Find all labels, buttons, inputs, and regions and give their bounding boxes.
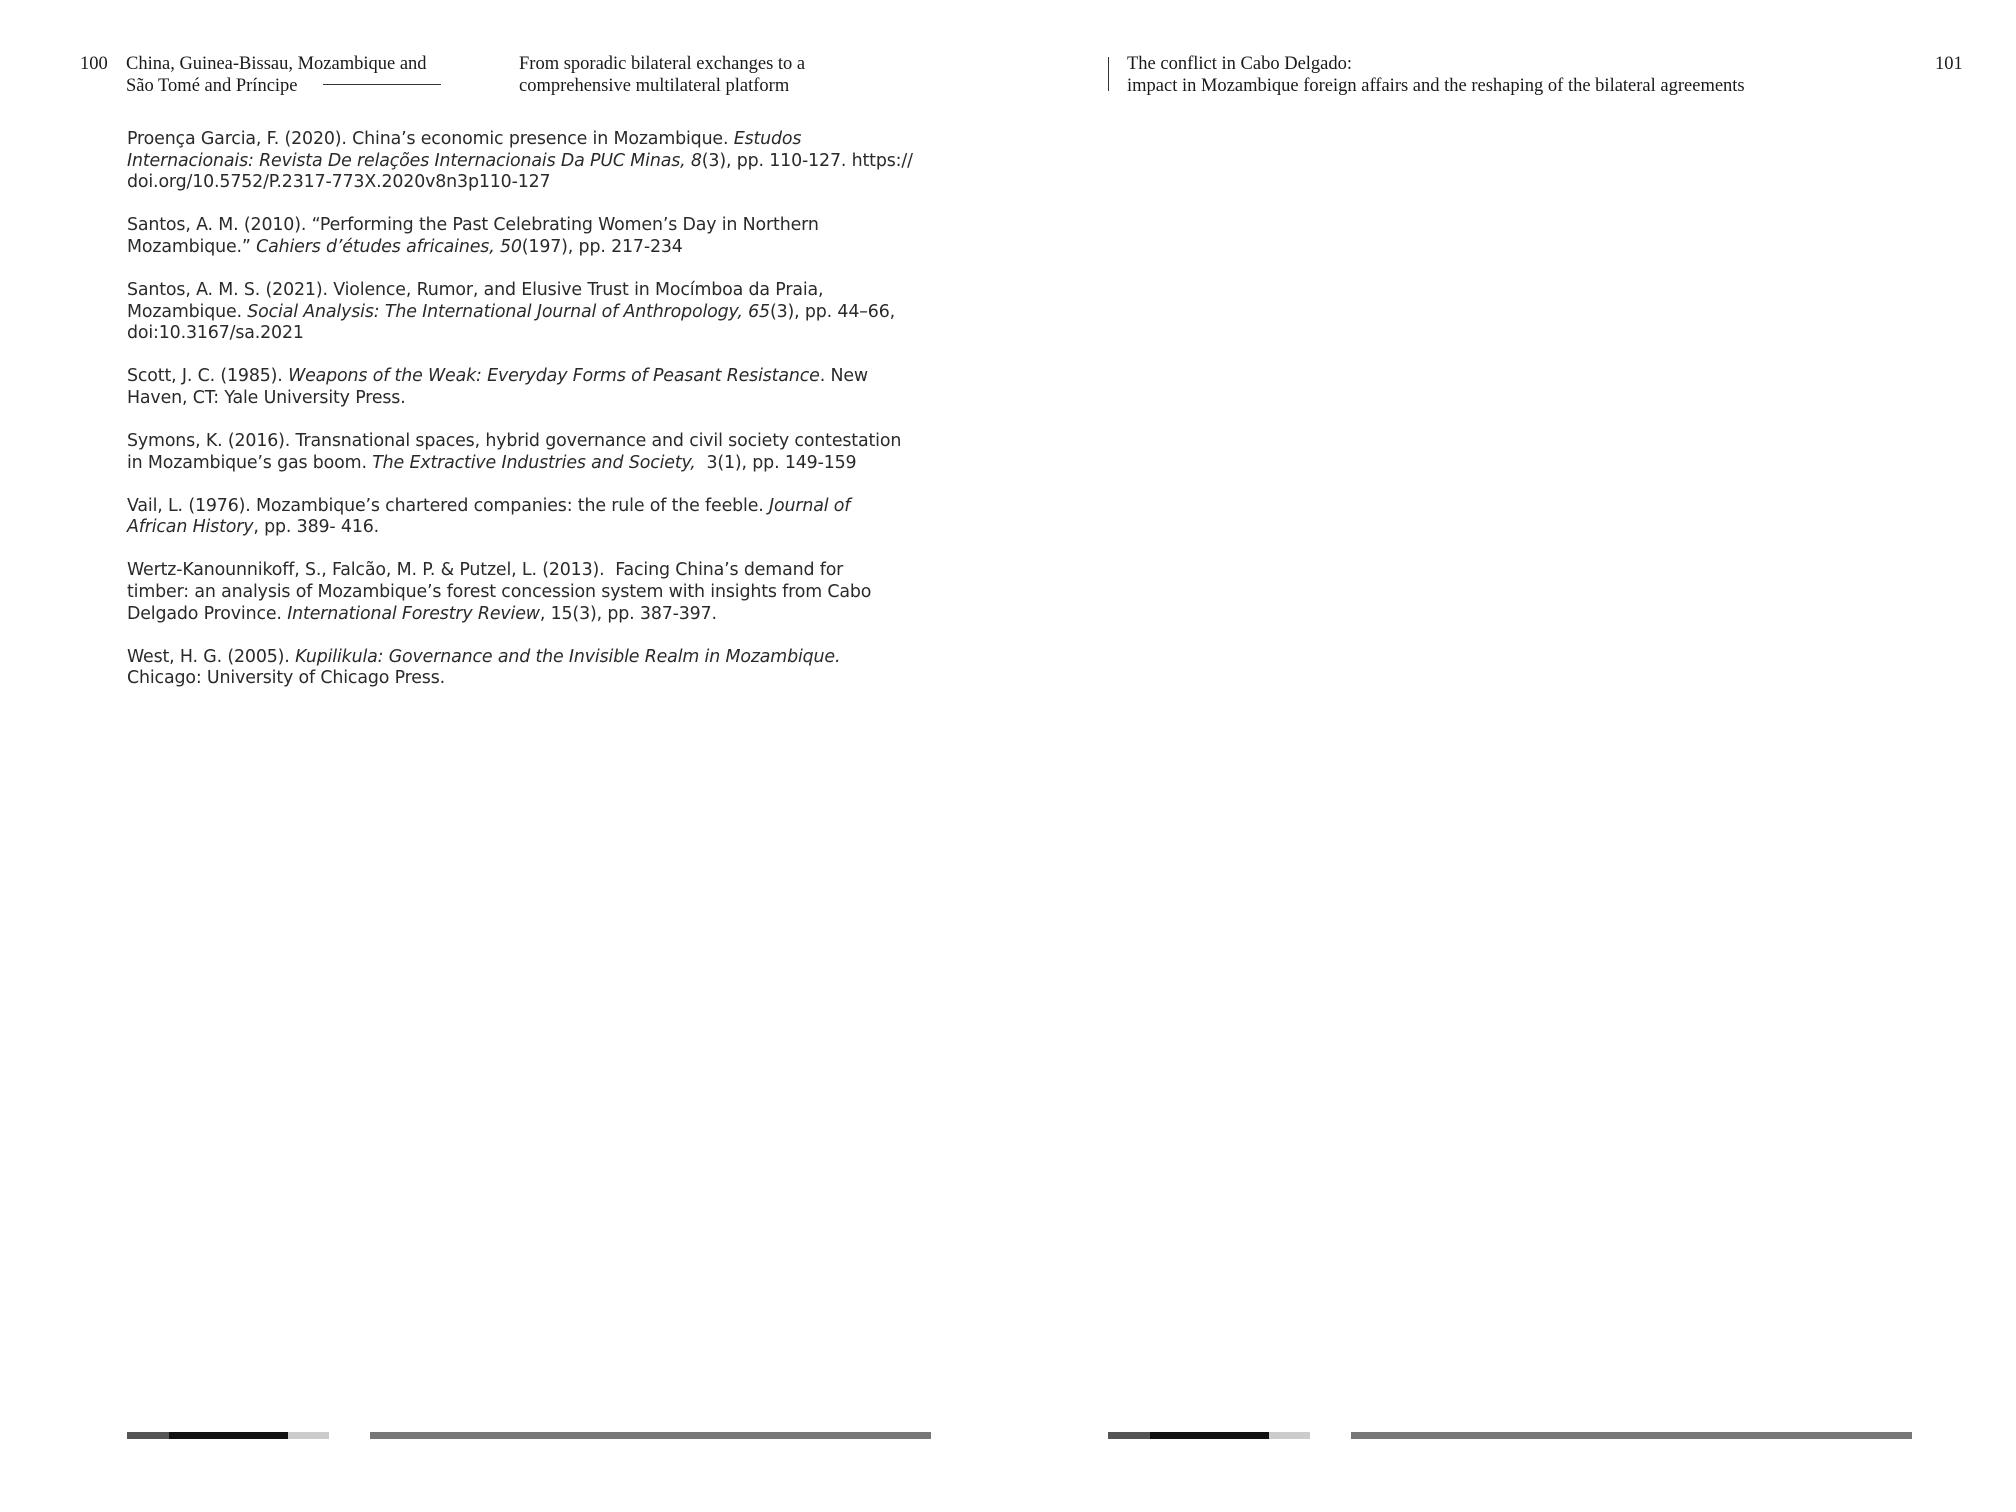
chapter-title-line-1: The conflict in Cabo Delgado: <box>1127 54 1353 74</box>
reference-italic-text: Weapons of the Weak: Everyday Forms of Peasant Resistance <box>288 366 820 387</box>
reference-text: doi.org/10.5752/P.2317-773X.2020v8n3p110-127 <box>127 172 551 193</box>
left-footer-bar-black-segment <box>169 1432 288 1439</box>
reference-text: , pp. 389- 416. <box>253 517 380 538</box>
reference-text: Scott, J. C. (1985). <box>127 366 289 387</box>
reference-entry <box>127 215 927 258</box>
reference-line <box>127 431 927 453</box>
reference-text: Santos, A. M. (2010). “Performing the Past Celebrating Women’s Day in Northern <box>127 215 819 236</box>
book-title-line-1: China, Guinea-Bissau, Mozambique and <box>126 54 427 74</box>
chapter-title-line-2: impact in Mozambique foreign affairs and the reshaping of the bilateral agreements <box>1127 76 1745 96</box>
reference-text: Wertz-Kanounnikoff, S., Falcão, M. P. & Putzel, L. (2013). Facing China’s demand for <box>127 560 844 581</box>
reference-text: doi:10.3167/sa.2021 <box>127 323 304 344</box>
right-footer-long-bar <box>1351 1432 1912 1439</box>
reference-text: Symons, K. (2016). Transnational spaces, hybrid governance and civil society contestation <box>127 430 902 451</box>
reference-line <box>127 496 927 518</box>
left-footer-long-bar <box>370 1432 931 1439</box>
reference-italic-text: Internacionais: Revista De relações Internacionais Da PUC Minas, 8 <box>127 150 702 171</box>
reference-italic-text: International Forestry Review <box>287 603 540 624</box>
reference-italic-text: Estudos <box>733 129 802 149</box>
book-title-line-2: São Tomé and Príncipe <box>126 76 298 96</box>
reference-text: Santos, A. M. S. (2021). Violence, Rumor, and Elusive Trust in Mocímboa da Praia, <box>127 279 824 300</box>
reference-text: Mozambique. <box>127 301 248 322</box>
left-footer-bar-light-segment <box>288 1432 329 1439</box>
reference-line <box>127 151 927 173</box>
left-page-number: 100 <box>80 54 108 74</box>
reference-italic-text: Kupilikula: Governance and the Invisible Realm in Mozambique. <box>295 646 841 667</box>
book-title-underline <box>323 84 441 85</box>
reference-line <box>127 388 927 410</box>
reference-text: Chicago: University of Chicago Press. <box>127 668 445 689</box>
reference-line <box>127 366 927 388</box>
reference-entry <box>127 647 927 690</box>
left-running-head-part-title <box>519 53 859 97</box>
reference-entry <box>127 496 927 539</box>
left-footer-bar-dark-segment <box>127 1432 169 1439</box>
reference-text: West, H. G. (2005). <box>127 646 296 667</box>
reference-line <box>127 129 927 151</box>
reference-line <box>127 453 927 475</box>
reference-line <box>127 280 927 302</box>
reference-line <box>127 582 927 604</box>
right-running-head-chapter-title <box>1127 53 1887 97</box>
right-footer-bar-dark-segment <box>1108 1432 1150 1439</box>
reference-italic-text: Cahiers d’études africaines, 50 <box>256 236 522 257</box>
reference-text: (197), pp. 217-234 <box>521 236 683 257</box>
reference-italic-text: Social Analysis: The International Journal of Anthropology, 65 <box>247 301 770 322</box>
reference-list <box>127 129 927 711</box>
reference-text: 3(1), pp. 149-159 <box>695 452 857 473</box>
reference-text: , 15(3), pp. 387-397. <box>539 603 717 624</box>
reference-line <box>127 302 927 324</box>
reference-text: in Mozambique’s gas boom. <box>127 452 373 473</box>
reference-text: Mozambique.” <box>127 236 257 257</box>
chapter-title-vertical-rule <box>1108 57 1109 91</box>
part-title-line-1: From sporadic bilateral exchanges to a <box>519 54 806 74</box>
reference-line <box>127 560 927 582</box>
reference-text: Vail, L. (1976). Mozambique’s chartered companies: the rule of the feeble. <box>127 495 770 516</box>
reference-line <box>127 604 927 626</box>
reference-entry <box>127 431 927 474</box>
reference-italic-text: The Extractive Industries and Society, <box>372 452 696 473</box>
reference-entry <box>127 280 927 345</box>
reference-italic-text: African History <box>127 517 254 538</box>
reference-line <box>127 237 927 259</box>
reference-line <box>127 668 927 690</box>
reference-line <box>127 323 927 345</box>
right-footer-bar-black-segment <box>1150 1432 1269 1439</box>
reference-text: Delgado Province. <box>127 603 288 624</box>
reference-text: . New <box>819 366 868 387</box>
reference-text: Proença Garcia, F. (2020). China’s economic presence in Mozambique. <box>127 129 734 149</box>
right-page-number: 101 <box>1935 54 1963 74</box>
left-running-head-book-title <box>126 53 456 97</box>
reference-text: (3), pp. 44–66, <box>769 301 895 322</box>
part-title-line-2: comprehensive multilateral platform <box>519 76 790 96</box>
reference-line <box>127 215 927 237</box>
reference-entry <box>127 129 927 194</box>
reference-text: (3), pp. 110-127. https:// <box>701 150 913 171</box>
reference-text: Haven, CT: Yale University Press. <box>127 387 406 408</box>
reference-entry <box>127 366 927 409</box>
reference-text: timber: an analysis of Mozambique’s forest concession system with insights from Cabo <box>127 581 872 602</box>
reference-italic-text: Journal of <box>769 495 851 516</box>
reference-line <box>127 517 927 539</box>
reference-line <box>127 647 927 669</box>
reference-line <box>127 172 927 194</box>
reference-entry <box>127 560 927 625</box>
right-footer-bar-light-segment <box>1269 1432 1310 1439</box>
